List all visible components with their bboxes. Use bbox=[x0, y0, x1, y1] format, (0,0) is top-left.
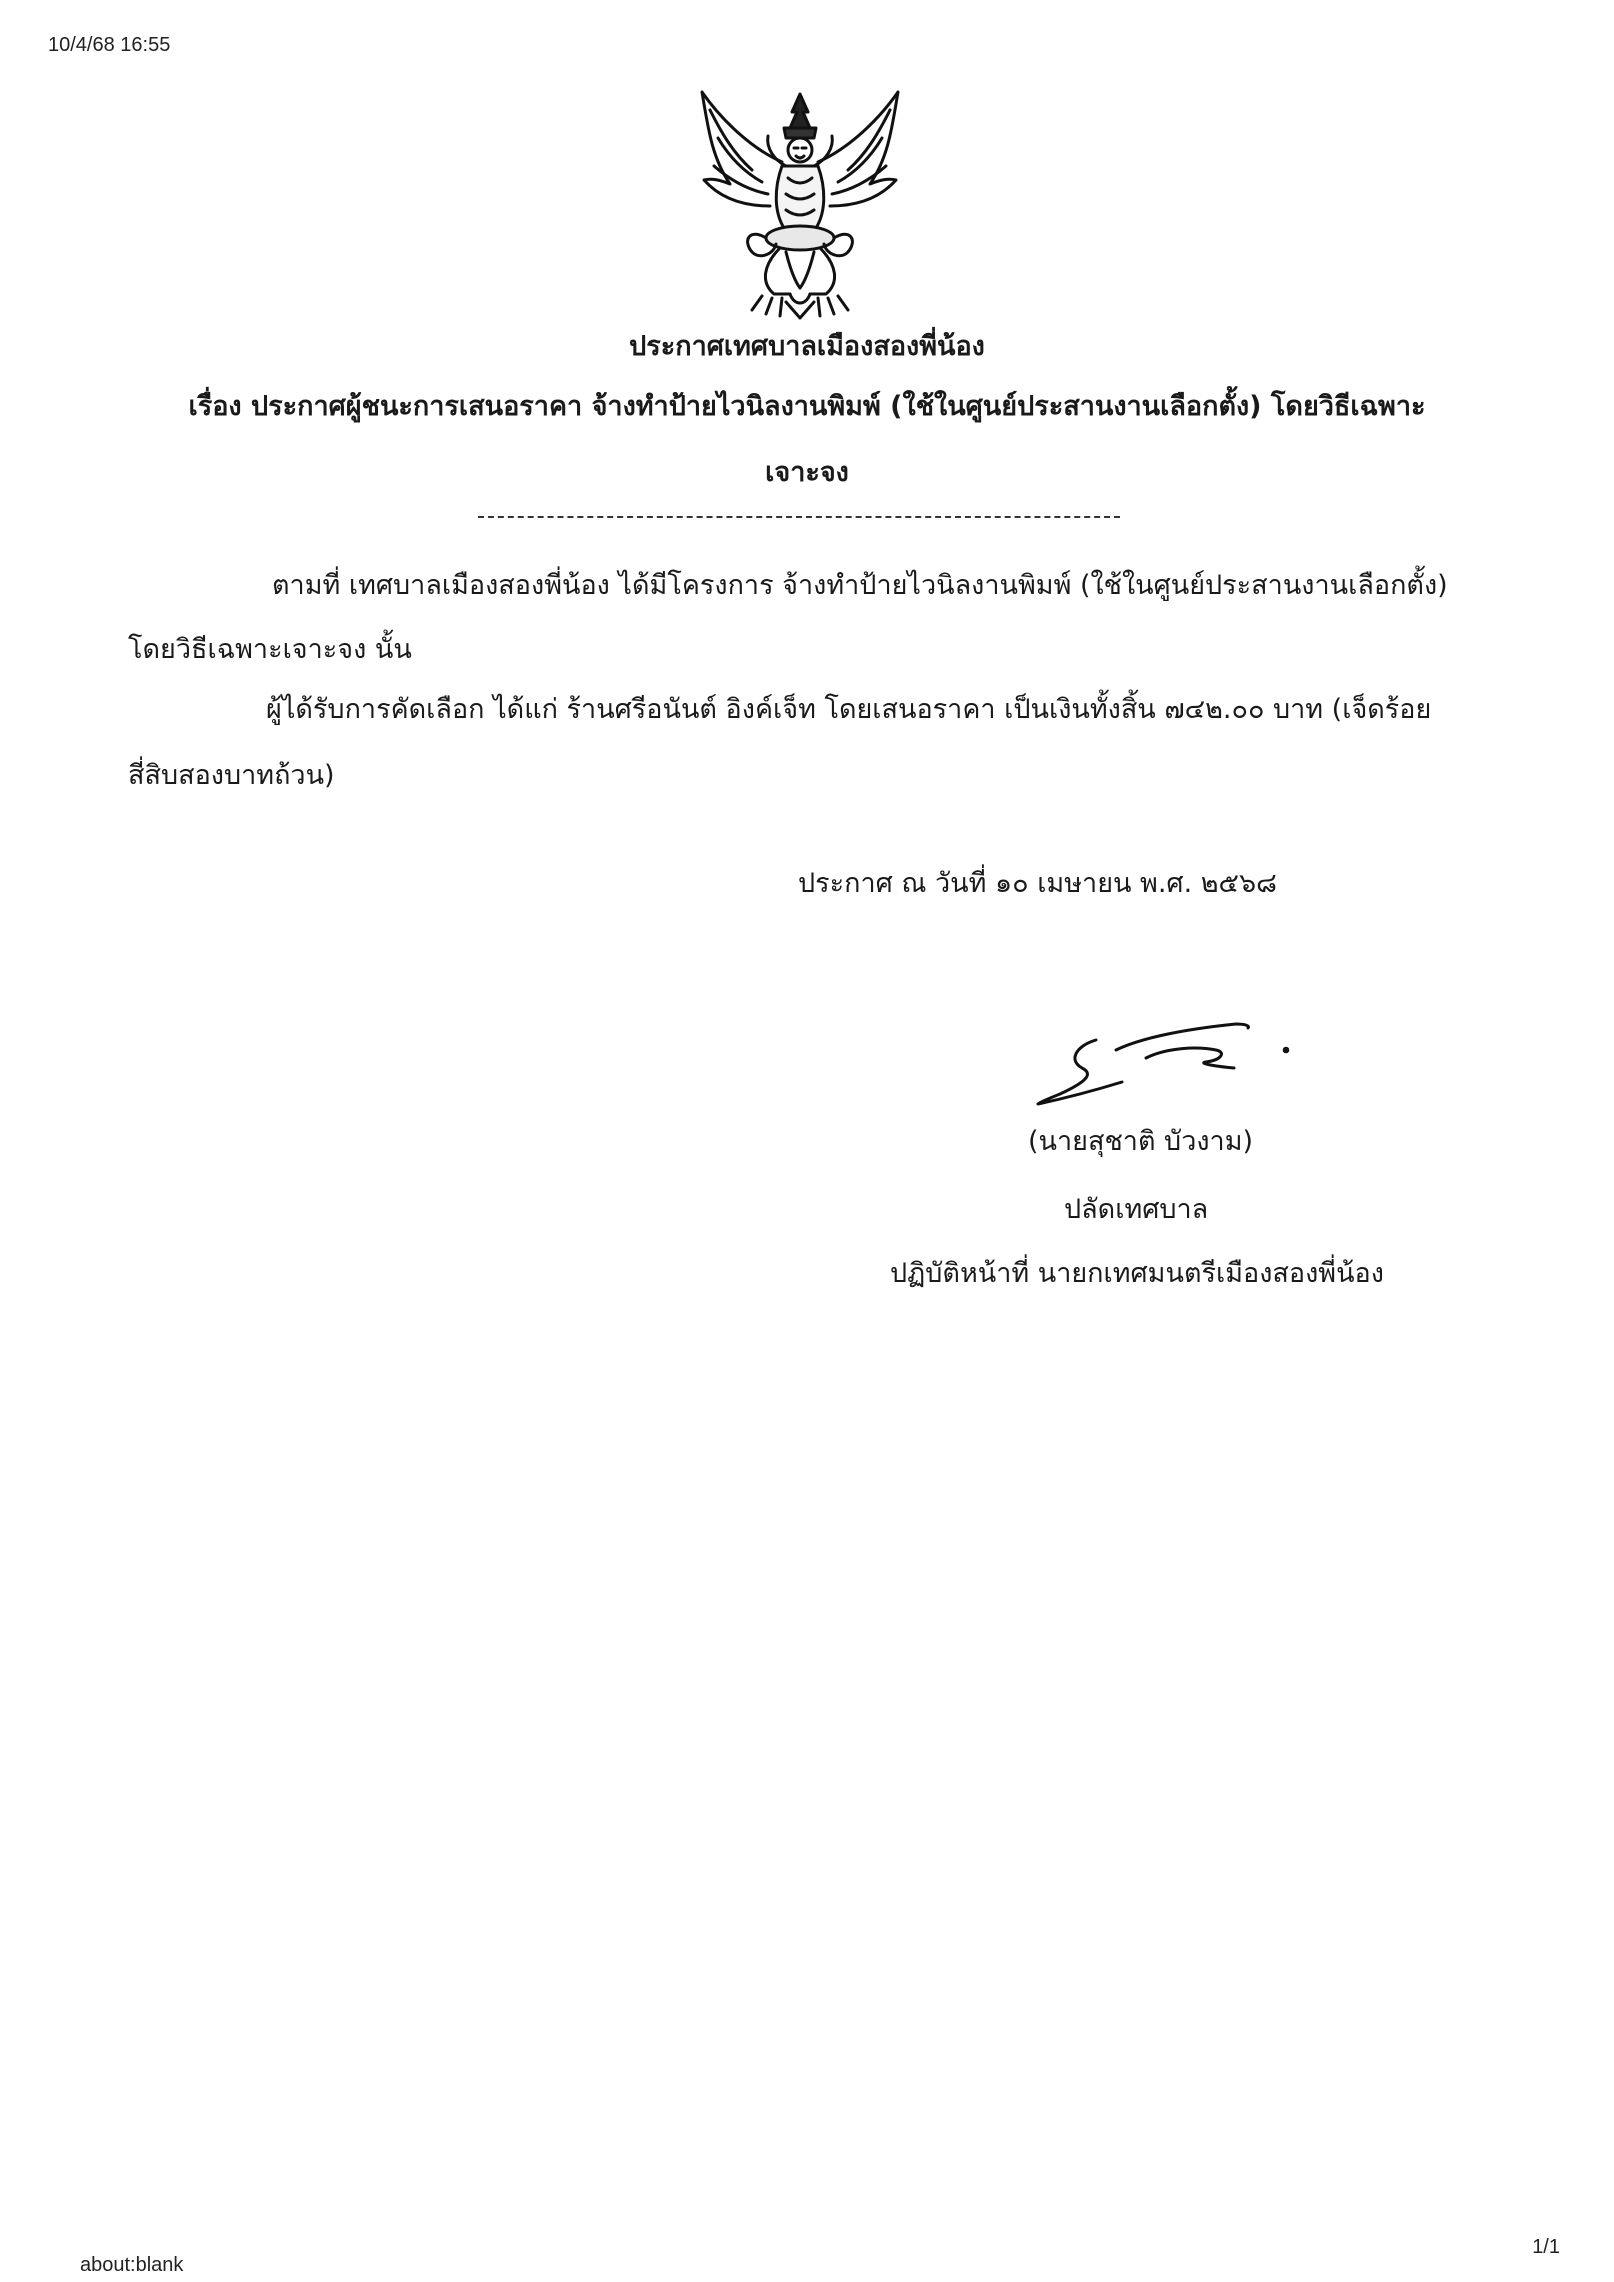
signatory-name: (นายสุชาติ บัวงาม) bbox=[1028, 1126, 1254, 1157]
paragraph-1-line-1: ตามที่ เทศบาลเมืองสองพี่น้อง ได้มีโครงการ จ้างทำป้ายไวนิลงานพิมพ์ (ใช้ในศูนย์ประสานงานเลือกตั้ง) bbox=[272, 570, 1448, 601]
handwritten-signature-icon bbox=[1036, 1010, 1306, 1120]
garuda-emblem-icon bbox=[690, 88, 910, 320]
dashed-divider bbox=[478, 516, 1120, 518]
print-timestamp: 10/4/68 16:55 bbox=[48, 34, 171, 56]
print-url: about:blank bbox=[80, 2254, 184, 2276]
announcement-date: ประกาศ ณ วันที่ ๑๐ เมษายน พ.ศ. ๒๕๖๘ bbox=[798, 868, 1277, 899]
signatory-position-1: ปลัดเทศบาล bbox=[1064, 1194, 1209, 1225]
paragraph-2-line-1: ผู้ได้รับการคัดเลือก ได้แก่ ร้านศรีอนันต์ อิงค์เจ็ท โดยเสนอราคา เป็นเงินทั้งสิ้น ๗๔๒.๐๐ บาท (เจ็ดร้อย bbox=[266, 694, 1432, 725]
paragraph-2-line-2: สี่สิบสองบาทถ้วน) bbox=[128, 760, 335, 791]
signatory-position-2: ปฏิบัติหน้าที่ นายกเทศมนตรีเมืองสองพี่น้อง bbox=[890, 1258, 1384, 1289]
paragraph-1-line-2: โดยวิธีเฉพาะเจาะจง นั้น bbox=[128, 634, 412, 665]
announcement-subject-line-1: เรื่อง ประกาศผู้ชนะการเสนอราคา จ้างทำป้ายไวนิลงานพิมพ์ (ใช้ในศูนย์ประสานงานเลือกตั้ง) โดยวิธีเฉพาะ bbox=[188, 391, 1426, 422]
announcement-subject-line-2: เจาะจง bbox=[765, 457, 849, 488]
print-page-number: 1/1 bbox=[1532, 2236, 1560, 2258]
announcement-issuer-title: ประกาศเทศบาลเมืองสองพี่น้อง bbox=[629, 331, 985, 362]
